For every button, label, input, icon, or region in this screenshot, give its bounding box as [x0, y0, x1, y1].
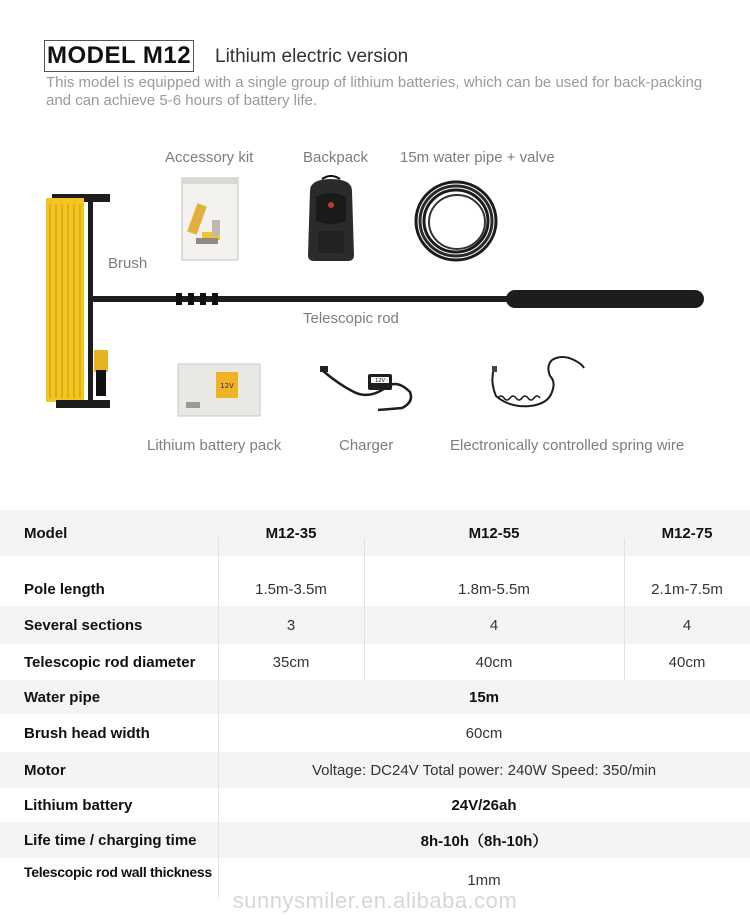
cell-value: 8h-10h（8h-10h）	[420, 832, 548, 850]
telescopic-rod-image	[92, 286, 708, 312]
column-divider	[218, 680, 219, 898]
battery-label-text: 12V	[220, 382, 234, 390]
cell-value: 40cm	[668, 653, 706, 671]
cell-value: 35cm	[272, 653, 310, 671]
header-model-label: Model	[24, 524, 68, 542]
row-label: Water pipe	[24, 688, 101, 706]
row-label: Several sections	[24, 616, 143, 634]
cell-value: 4	[682, 616, 692, 634]
header-m12-75: M12-75	[661, 524, 713, 542]
label-charger: Charger	[339, 437, 394, 454]
table-row-rod-diameter	[0, 644, 750, 680]
cell-value: 3	[286, 616, 296, 634]
row-label: Lithium battery	[24, 796, 133, 814]
label-water-pipe: 15m water pipe + valve	[400, 149, 555, 166]
label-spring-wire: Electronically controlled spring wire	[450, 437, 685, 454]
version-subtitle: Lithium electric version	[215, 46, 409, 67]
row-label: Life time / charging time	[24, 831, 197, 849]
cell-value: 40cm	[475, 653, 513, 671]
row-label: Pole length	[24, 580, 105, 598]
cell-value: 4	[489, 616, 499, 634]
watermark: sunnysmiler.en.alibaba.com	[232, 888, 518, 913]
table-row-pole-length	[0, 572, 750, 606]
table-row-life-time	[0, 822, 750, 858]
header-m12-35: M12-35	[265, 524, 317, 542]
row-label: Telescopic rod diameter	[24, 653, 196, 671]
column-divider	[218, 538, 219, 680]
cell-value: 1.8m-5.5m	[458, 580, 530, 598]
cell-value: 15m	[468, 688, 500, 706]
label-telescopic-rod: Telescopic rod	[303, 310, 399, 327]
table-row-battery	[0, 788, 750, 822]
table-row-water-pipe	[0, 680, 750, 714]
table-row-motor	[0, 752, 750, 788]
header-m12-55: M12-55	[468, 524, 520, 542]
table-row-header	[0, 510, 750, 556]
backpack-image	[302, 175, 360, 263]
label-backpack: Backpack	[303, 149, 369, 166]
accessory-kit-image	[180, 176, 240, 262]
label-accessory-kit: Accessory kit	[165, 149, 254, 166]
table-row-brush-width	[0, 714, 750, 752]
charger-image	[318, 362, 418, 416]
label-battery-pack: Lithium battery pack	[147, 437, 282, 454]
cell-value: 60cm	[465, 724, 503, 742]
cell-value: 24V/26ah	[451, 796, 517, 814]
battery-pack-image	[176, 362, 262, 418]
table-row-sections	[0, 606, 750, 644]
model-title: MODEL M12	[44, 40, 194, 72]
cell-value: 1.5m-3.5m	[255, 580, 327, 598]
cell-value: 1mm	[467, 872, 501, 889]
cell-value: 2.1m-7.5m	[651, 580, 723, 598]
column-divider	[624, 538, 625, 680]
row-label: Brush head width	[24, 724, 150, 742]
charger-label-text: 12V	[375, 378, 385, 384]
row-label: Motor	[24, 761, 66, 779]
column-divider	[364, 538, 365, 680]
spring-wire-image	[486, 352, 586, 412]
intro-text: This model is equipped with a single group of lithium batteries, which can be used for back-packing and can achieve 5-6 hours of battery life.	[46, 74, 703, 109]
row-label: Telescopic rod wall thickness	[24, 864, 212, 880]
water-pipe-image	[413, 178, 499, 264]
label-brush: Brush	[108, 255, 148, 272]
cell-value: Voltage: DC24V Total power: 240W Speed: 350/min	[311, 761, 657, 779]
